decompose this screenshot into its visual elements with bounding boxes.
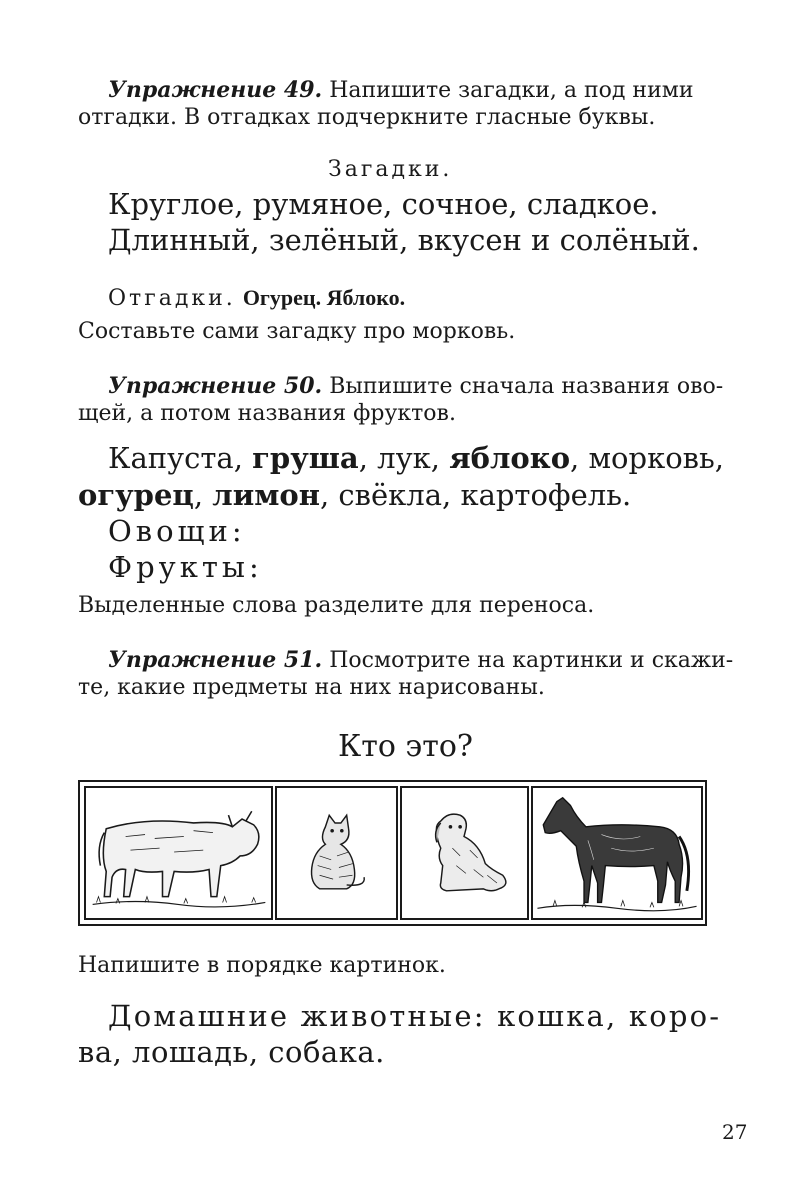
dog-icon [402,788,527,918]
bold-word-limon: лимон [212,478,320,512]
words-line-2 [78,477,631,514]
dog-illustration [400,786,529,920]
word-fragment: , свёкла, картофель. [320,478,632,512]
word-fragment: Капуста, [108,441,253,475]
pictures-heading: Кто это? [338,729,473,764]
fruits-label: Фрукты: [108,550,263,584]
word-fragment: , лук, [358,441,450,475]
answers-label: Отгадки. [108,286,236,311]
exercise-50-intro [108,372,723,401]
exercise-51-intro [108,646,733,675]
vegetables-label: Овощи: [108,514,246,548]
answer-line-2: ва, лошадь, собака. [78,1035,385,1069]
animal-pictures-strip [78,780,707,926]
riddle-answers [108,284,405,313]
word-fragment: , [193,478,213,512]
cow-icon [86,788,271,918]
exercise-51-instruction-line1: Посмотрите на картинки и скажи- [329,648,734,673]
words-line-1 [108,440,724,477]
cat-illustration [275,786,398,920]
page-number: 27 [722,1120,748,1144]
answer-line-1: Домашние животные: кошка, коро- [108,999,722,1033]
bold-word-ogurets: огурец [78,478,194,512]
cow-illustration [84,786,273,920]
exercise-49-title: Упражнение 49. [108,77,323,103]
exercise-49-task: Составьте сами загадку про морковь. [78,319,516,344]
answers-text: Огурец. Яблоко. [242,285,406,310]
exercise-51-task: Напишите в порядке картинок. [78,953,446,978]
bold-word-grusha: груша [252,441,359,475]
exercise-50-instruction-line1: Выпишите сначала названия ово- [329,374,724,399]
cat-icon [277,788,396,918]
exercise-49-instruction-line2: отгадки. В отгадках подчеркните гласные буквы. [78,105,656,130]
exercise-49-instruction-line1: Напишите загадки, а под ними [329,78,694,103]
riddle-2: Длинный, зелёный, вкусен и солёный. [108,223,700,257]
exercise-50-task: Выделенные слова разделите для переноса. [78,593,595,618]
exercise-51-title: Упражнение 51. [108,647,323,673]
riddles-heading: Загадки. [328,157,453,182]
exercise-51-instruction-line2: те, какие предметы на них нарисованы. [78,675,545,700]
horse-icon [533,788,701,918]
horse-illustration [531,786,703,920]
riddle-1: Круглое, румяное, сочное, сладкое. [108,187,659,221]
word-fragment: , морковь, [570,441,724,475]
exercise-50-title: Упражнение 50. [108,373,323,399]
exercise-49-intro [108,76,694,105]
bold-word-yabloko: яблоко [449,441,571,475]
exercise-50-instruction-line2: щей, а потом названия фруктов. [78,401,456,426]
